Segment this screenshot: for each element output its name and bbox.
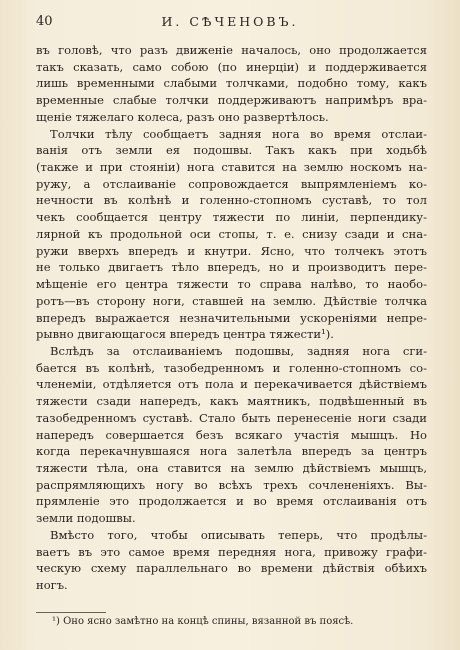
text-line: Вслѣдъ за отслаиваніемъ подошвы, задняя нога сги- — [50, 343, 427, 358]
text-line: тазобедренномъ суставѣ. Стало быть перенесеніе ноги сзади — [36, 410, 427, 425]
text-line: ротъ—въ сторону ноги, ставшей на землю. Дѣйствіе толчка — [36, 293, 427, 308]
text-line: ружи вверхъ впередъ и кнутри. Ясно, что толчекъ этотъ — [36, 243, 427, 258]
body-text — [36, 42, 427, 594]
text-line: земли подошвы. — [36, 511, 136, 526]
text-line: распрямляющихъ ногу во всѣхъ трехъ сочлененіяхъ. Вы- — [36, 477, 427, 492]
text-line: тяжести сзади напередъ, какъ маятникъ, подвѣшенный въ — [36, 394, 427, 409]
text-line: тяжести тѣла, она ставится на землю дѣйствіемъ мышцъ, — [36, 460, 427, 475]
text-line: такъ сказать, само собою (по инерціи) и поддерживается — [36, 59, 427, 74]
text-line: впередъ выражается незначительными ускореніями непре- — [36, 310, 427, 325]
text-line: Вмѣсто того, чтобы описывать теперь, что продѣлы- — [50, 527, 427, 542]
footnote: ¹) Оно ясно замѣтно на концѣ спины, вязанной въ поясѣ. — [52, 616, 354, 627]
text-line: напередъ совершается безъ всякаго участія мышцъ. Но — [36, 427, 427, 442]
page-number: 40 — [36, 14, 53, 29]
text-line: не только двигаетъ тѣло впередъ, но и производитъ пере- — [36, 260, 427, 275]
text-line: (также и при стояніи) нога ставится на землю носкомъ на- — [36, 160, 427, 175]
text-line: ружу, а отслаиваніе сопровождается выпрямленіемъ ко- — [36, 176, 427, 191]
text-line: нечности въ колѣнѣ и голенно-стопномъ суставѣ, то тол — [36, 193, 427, 208]
text-line: мѣщеніе его центра тяжести то справа налѣво, то наобо- — [36, 277, 427, 292]
text-line: временные слабые толчки поддерживаютъ напримѣръ вра- — [36, 93, 427, 108]
text-line: когда перекачнувшаяся нога залетѣла впередъ за центръ — [36, 444, 427, 459]
text-line: прямленіе это продолжается и во время отслаиванія отъ — [36, 494, 427, 509]
text-line: Толчки тѣлу сообщаетъ задняя нога во время отслаи- — [50, 126, 427, 141]
text-line: ногъ. — [36, 578, 68, 592]
footnote-divider — [36, 612, 106, 613]
text-line: ваетъ въ это самое время передняя нога, привожу графи- — [36, 544, 427, 559]
running-title: И. СѢЧЕНОВЪ. — [161, 14, 299, 29]
running-head — [36, 14, 424, 32]
text-line: лярной къ продольной оси стопы, т. е. снизу сзади и сна- — [36, 226, 427, 241]
text-line: бается въ колѣнѣ, тазобедренномъ и голенно-стопномъ со- — [36, 360, 427, 375]
text-line: лишь временными слабыми толчками, подобно тому, какъ — [36, 76, 427, 91]
text-line: ческую схему параллельнаго во времени дѣйствія обѣихъ — [36, 561, 427, 576]
text-line: ванія отъ земли ея подошвы. Такъ какъ при ходьбѣ — [36, 143, 427, 158]
text-line: въ головѣ, что разъ движеніе началось, оно продолжается — [36, 43, 427, 57]
text-line: членеміи, отдѣляется отъ пола и перекачивается дѣйствіемъ — [36, 377, 427, 392]
text-line: чекъ сообщается центру тяжести по линіи, перпендику- — [36, 210, 427, 225]
text-line: рывно двигающагося впередъ центра тяжести¹). — [36, 327, 334, 342]
text-line: щеніе тяжелаго колеса, разъ оно развертѣлось. — [36, 109, 329, 124]
